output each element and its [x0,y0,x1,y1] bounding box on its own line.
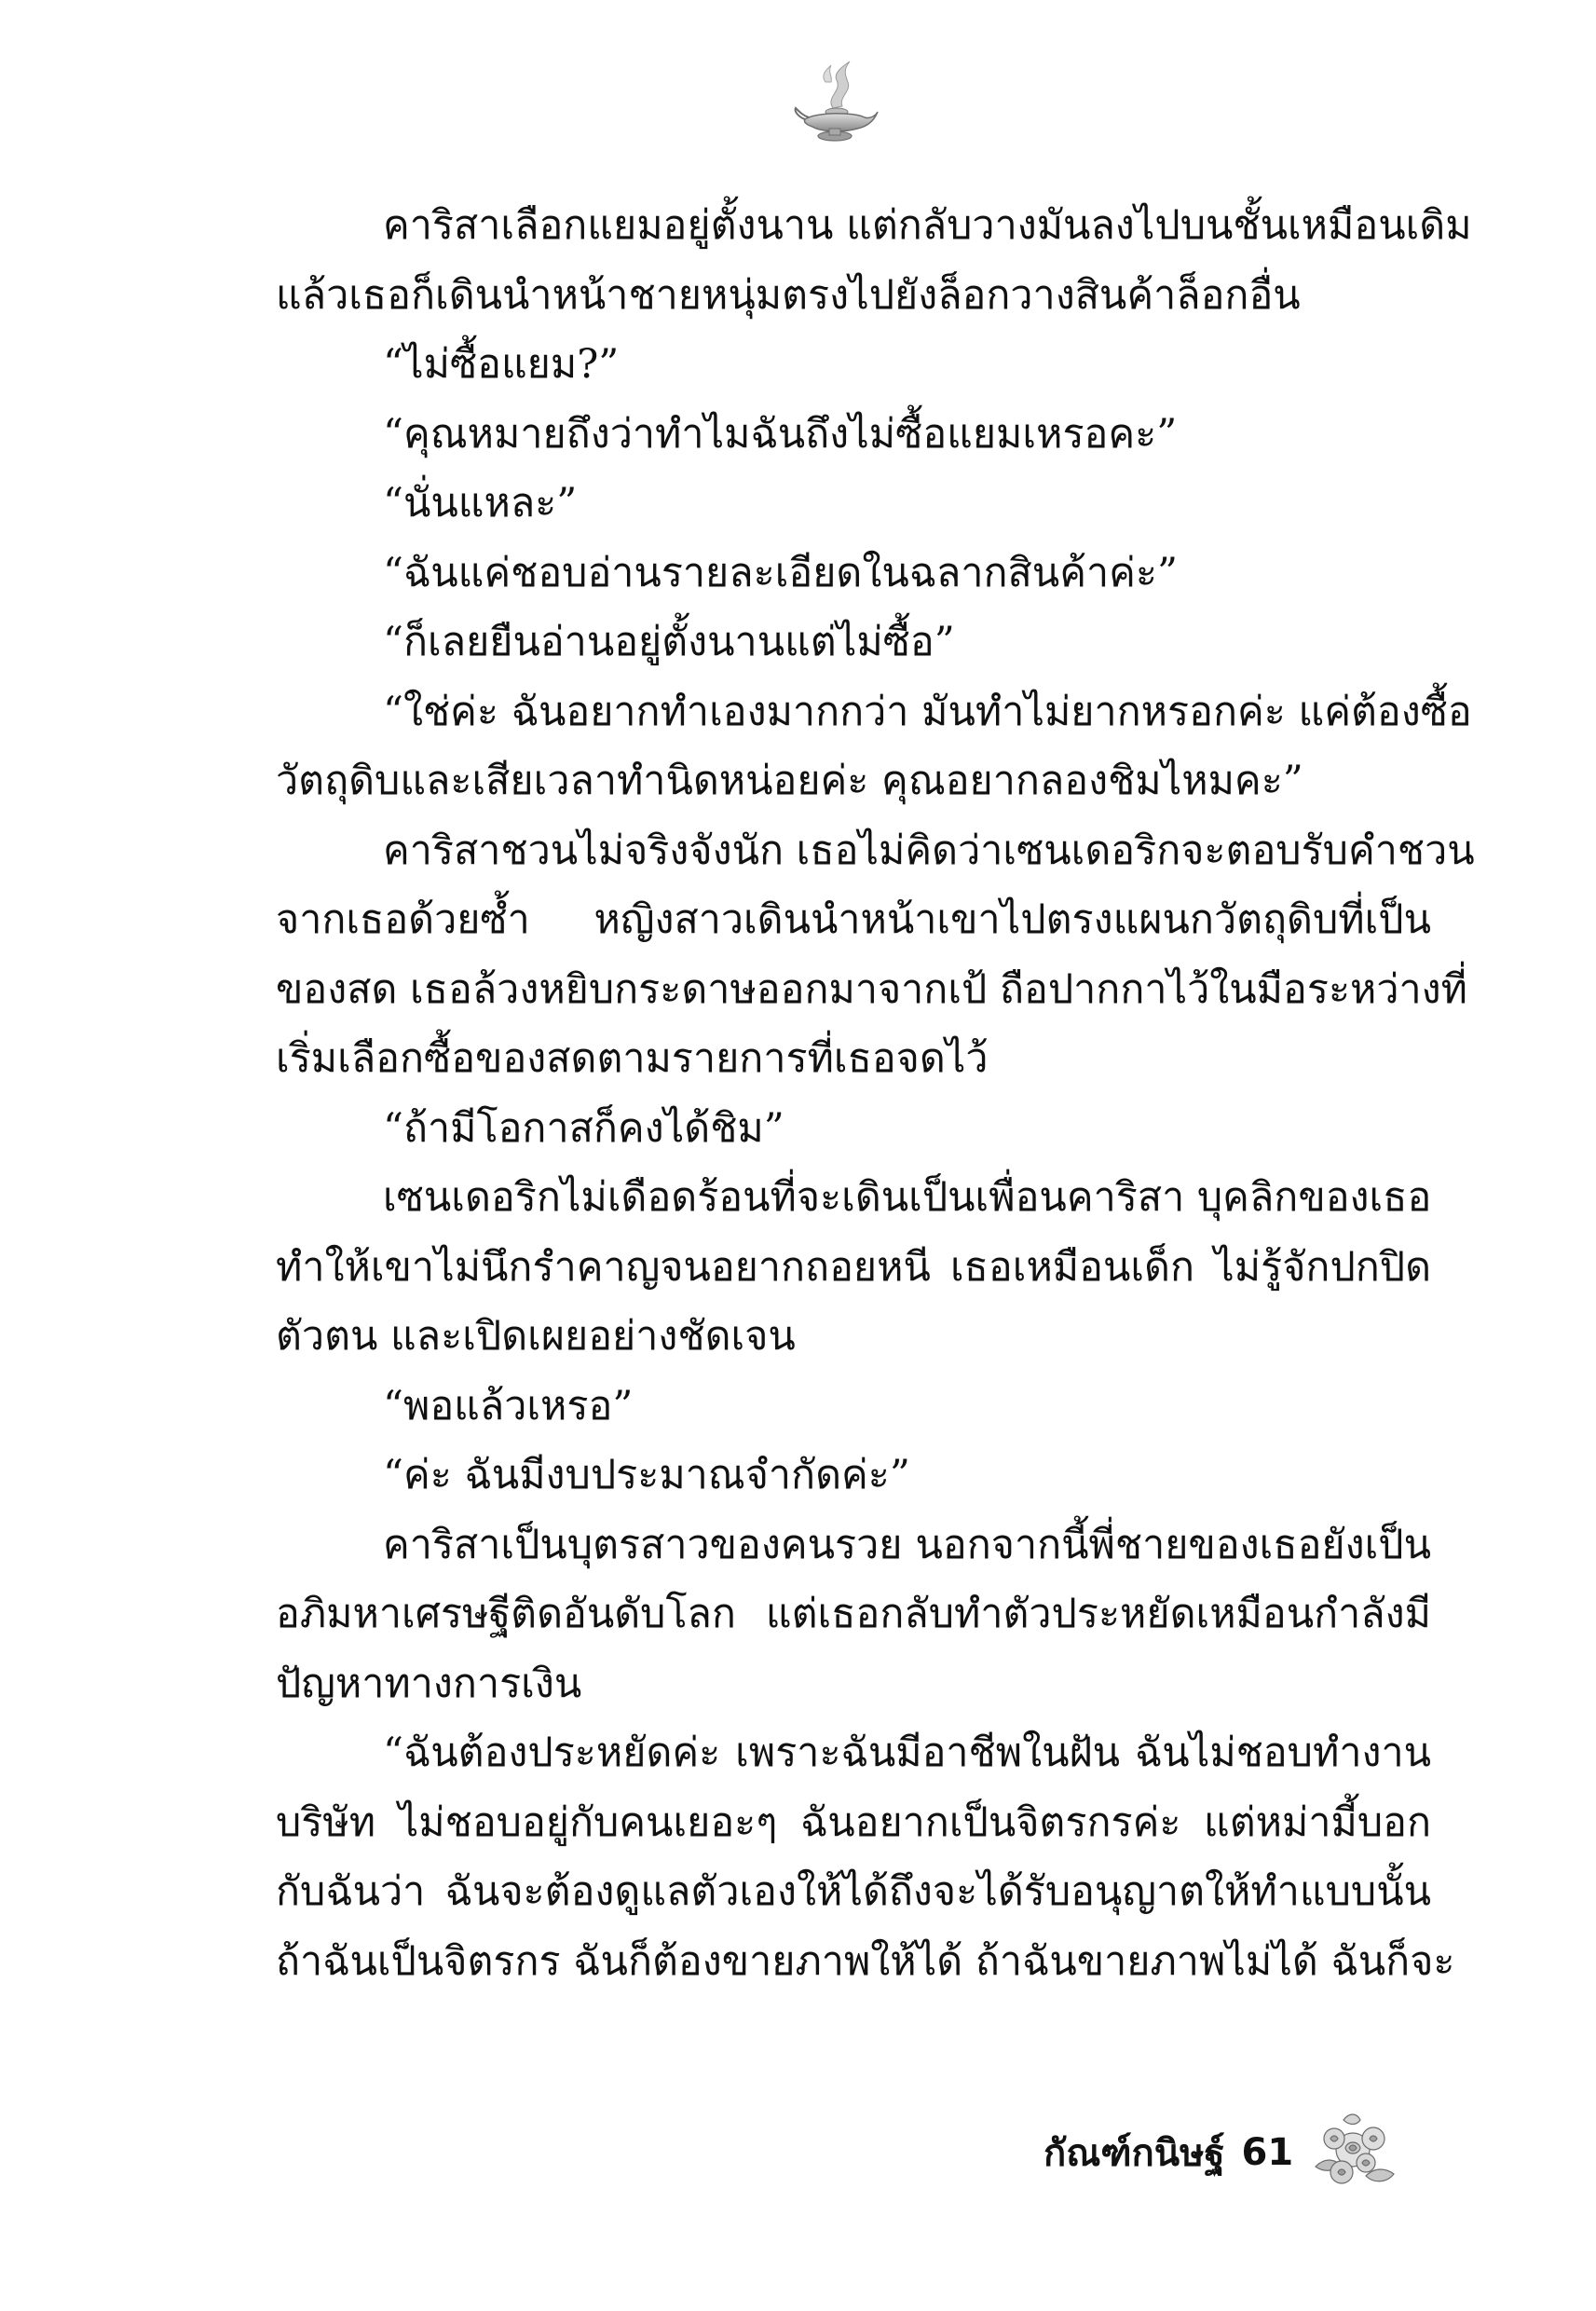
body-text [276,191,1475,1996]
text-line: คาริสาเลือกแยมอยู่ตั้งนาน แต่กลับวางมันลงไปบนชั้นเหมือนเดิม [383,202,1472,249]
text-line: ของสด เธอล้วงหยิบกระดาษออกมาจากเป้ ถือปากกาไว้ในมือระหว่างที่ [276,965,1468,1013]
text-line: กับฉันว่า ฉันจะต้องดูแลตัวเองให้ได้ถึงจะได้รับอนุญาตให้ทำแบบนั้น [276,1868,1431,1915]
text-line: ตัวตน และเปิดเผยอย่างชัดเจน [276,1313,796,1360]
text-line: “ฉันต้องประหยัดค่ะ เพราะฉันมีอาชีพในฝัน ฉันไม่ชอบทำงาน [383,1730,1431,1776]
text-line: “ไม่ซื้อแยม?” [383,341,620,388]
rose-bouquet-icon [1306,2111,1399,2195]
page-number: 61 [1241,2131,1294,2174]
text-line: แล้วเธอก็เดินนำหน้าชายหนุ่มตรงไปยังล็อกวางสินค้าล็อกอื่น [276,271,1301,319]
text-line: วัตถุดิบและเสียเวลาทำนิดหน่อยค่ะ คุณอยากลองชิมไหมคะ” [276,758,1303,804]
text-line: “ใช่ค่ะ ฉันอยากทำเองมากกว่า มันทำไม่ยากหรอกค่ะ แค่ต้องซื้อ [383,688,1472,735]
text-line: “คุณหมายถึงว่าทำไมฉันถึงไม่ซื้อแยมเหรอคะ” [383,410,1178,458]
text-line: “ถ้ามีโอกาสก็คงได้ชิม” [383,1104,784,1152]
text-line: “ค่ะ ฉันมีงบประมาณจำกัดค่ะ” [383,1452,910,1498]
text-line: คาริสาเป็นบุตรสาวของคนรวย นอกจากนี้พี่ชายของเธอยังเป็น [383,1521,1431,1568]
page-footer [1044,2111,1399,2195]
text-line: ถ้าฉันเป็นจิตรกร ฉันก็ต้องขายภาพให้ได้ ถ้าฉันขายภาพไม่ได้ ฉันก็จะ [276,1937,1455,1985]
text-line: คาริสาชวนไม่จริงจังนัก เธอไม่คิดว่าเซนเดอริกจะตอบรับคำชวน [383,827,1475,874]
book-title: กัณฑ์กนิษฐ์ [1044,2132,1225,2175]
text-line: จากเธอด้วยซ้ำ หญิงสาวเดินนำหน้าเขาไปตรงแผนกวัตถุดิบที่เป็น [276,896,1431,943]
text-line: “ก็เลยยืนอ่านอยู่ตั้งนานแต่ไม่ซื้อ” [383,619,955,665]
text-line: เซนเดอริกไม่เดือดร้อนที่จะเดินเป็นเพื่อนคาริสา บุคลิกของเธอ [383,1174,1432,1221]
text-line: อภิมหาเศรษฐีติดอันดับโลก แต่เธอกลับทำตัวประหยัดเหมือนกำลังมี [276,1591,1431,1637]
text-line: “นั่นแหละ” [383,480,578,526]
text-line: ปัญหาทางการเงิน [276,1660,582,1707]
text-line: “ฉันแค่ชอบอ่านรายละเอียดในฉลากสินค้าค่ะ” [383,549,1178,596]
text-line: ทำให้เขาไม่นึกรำคาญจนอยากถอยหนี เธอเหมือนเด็ก ไม่รู้จักปกปิด [276,1243,1431,1291]
text-line: เริ่มเลือกซื้อของสดตามรายการที่เธอจดไว้ [276,1035,989,1082]
genie-lamp-icon [788,54,881,147]
text-line: “พอแล้วเหรอ” [383,1382,634,1429]
text-line: บริษัท ไม่ชอบอยู่กับคนเยอะๆ ฉันอยากเป็นจิตรกรค่ะ แต่หม่ามี้บอก [276,1798,1431,1846]
